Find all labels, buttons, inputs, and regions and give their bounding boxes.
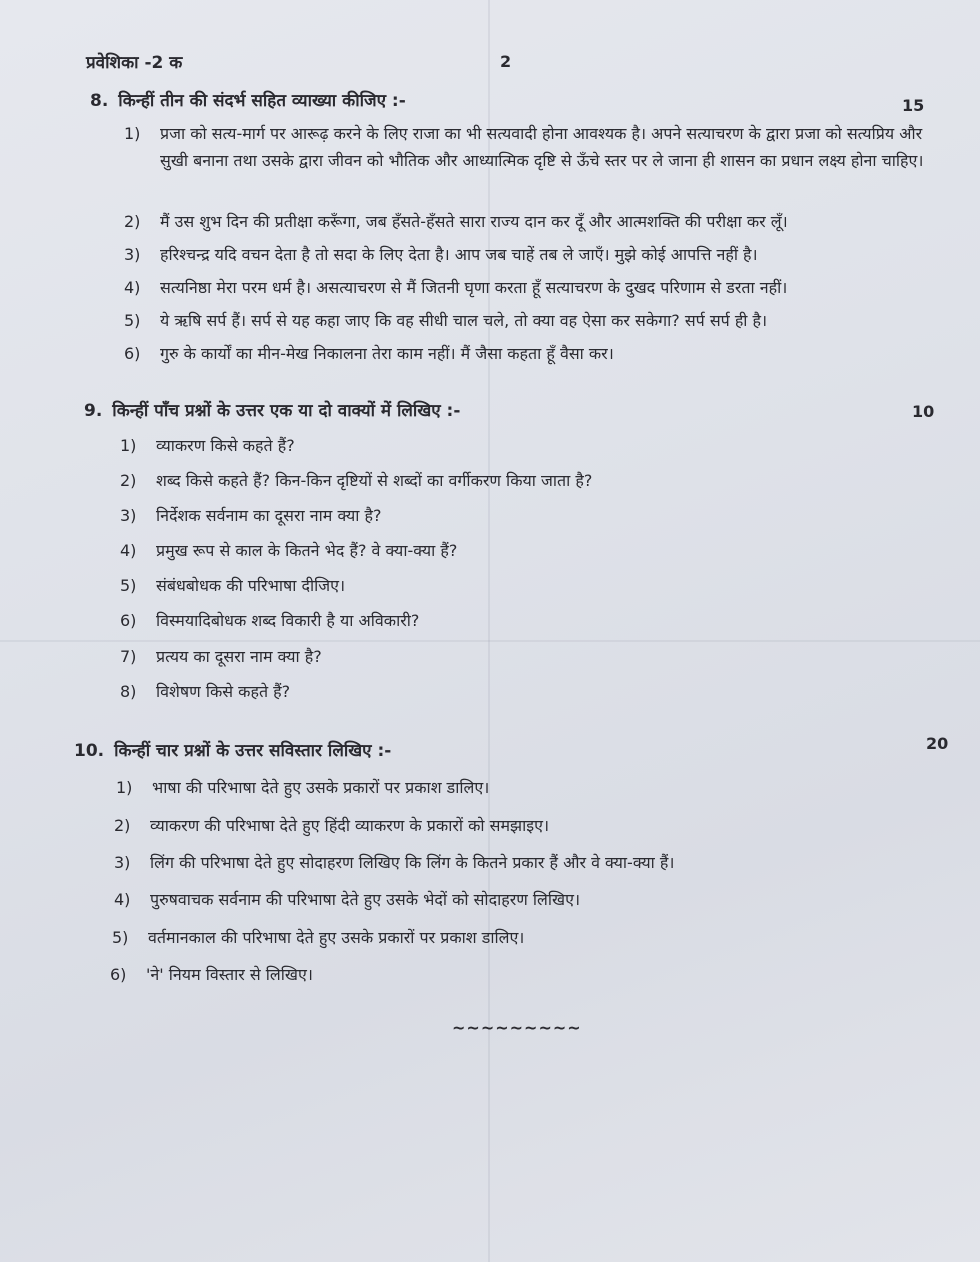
item-number: 2) bbox=[124, 212, 141, 231]
item-number: 5) bbox=[124, 311, 141, 330]
item-text: सत्यनिष्ठा मेरा परम धर्म है। असत्याचरण से मैं जितनी घृणा करता हूँ सत्याचरण के दुखद परिणाम से डरता नहीं। bbox=[160, 278, 788, 297]
item-number: 3) bbox=[114, 853, 131, 872]
item-number: 2) bbox=[114, 816, 131, 835]
item-text: शब्द किसे कहते हैं? किन-किन दृष्टियों से शब्दों का वर्गीकरण किया जाता है? bbox=[156, 471, 593, 490]
item-number: 7) bbox=[120, 647, 137, 666]
item-text: प्रमुख रूप से काल के कितने भेद हैं? वे क्या-क्या हैं? bbox=[156, 541, 458, 560]
item-number: 4) bbox=[114, 890, 131, 909]
item-number: 6) bbox=[120, 611, 137, 630]
item-text: हरिश्चन्द्र यदि वचन देता है तो सदा के लिए देता है। आप जब चाहें तब ले जाएँ। मुझे कोई आपत्ति नहीं है। bbox=[160, 245, 758, 264]
item-text: पुरुषवाचक सर्वनाम की परिभाषा देते हुए उसके भेदों को सोदाहरण लिखिए। bbox=[150, 890, 581, 909]
item-text: ये ऋषि सर्प हैं। सर्प से यह कहा जाए कि वह सीधी चाल चले, तो क्या वह ऐसा कर सकेगा? सर्प सर्प ही है। bbox=[160, 311, 768, 330]
item-text: मैं उस शुभ दिन की प्रतीक्षा करूँगा, जब हँसते-हँसते सारा राज्य दान कर दूँ और आत्मशक्ति की परीक्षा कर लूँ। bbox=[160, 212, 788, 231]
item-text: लिंग की परिभाषा देते हुए सोदाहरण लिखिए कि लिंग के कितने प्रकार हैं और वे क्या-क्या हैं। bbox=[150, 853, 675, 872]
question-10-heading bbox=[74, 738, 391, 761]
paper-fold-horizontal bbox=[0, 640, 980, 642]
question-text: किन्हीं तीन की संदर्भ सहित व्याख्या कीजिए :- bbox=[118, 91, 406, 111]
question-number: 9. bbox=[84, 401, 103, 421]
item-number: 8) bbox=[120, 682, 137, 701]
paper-fold-vertical bbox=[488, 0, 490, 1262]
question-text: किन्हीं चार प्रश्नों के उत्तर सविस्तार लिखिए :- bbox=[114, 741, 392, 761]
item-number: 1) bbox=[120, 436, 137, 455]
question-text: किन्हीं पाँच प्रश्नों के उत्तर एक या दो वाक्यों में लिखिए :- bbox=[112, 401, 461, 421]
item-text: विस्मयादिबोधक शब्द विकारी है या अविकारी? bbox=[156, 611, 420, 630]
question-9-heading bbox=[84, 398, 460, 421]
paper-code: प्रवेशिका -2 क bbox=[86, 53, 183, 73]
item-text: निर्देशक सर्वनाम का दूसरा नाम क्या है? bbox=[156, 506, 382, 525]
item-text: विशेषण किसे कहते हैं? bbox=[156, 682, 291, 701]
item-text: भाषा की परिभाषा देते हुए उसके प्रकारों पर प्रकाश डालिए। bbox=[152, 778, 490, 797]
question-number: 8. bbox=[90, 91, 109, 111]
item-number: 4) bbox=[124, 278, 141, 297]
item-number: 1) bbox=[124, 124, 141, 143]
item-text: गुरु के कार्यों का मीन-मेख निकालना तेरा काम नहीं। मैं जैसा कहता हूँ वैसा कर। bbox=[160, 344, 614, 363]
item-text: प्रत्यय का दूसरा नाम क्या है? bbox=[156, 647, 322, 666]
item-number: 6) bbox=[110, 965, 127, 984]
item-text: प्रजा को सत्य-मार्ग पर आरूढ़ करने के लिए राजा का भी सत्यवादी होना आवश्यक है। अपने सत्याचरण के द्वारा प्रजा को सत्यप्रिय और सुखी बनाना तथा उसके द्वारा जीवन को भौतिक और आध्यात्मिक दृष्टि से ऊँचे स्तर पर ले जाना ही शासन का प्रधान लक्ष्य होना चाहिए। bbox=[160, 124, 924, 170]
item-text: व्याकरण की परिभाषा देते हुए हिंदी व्याकरण के प्रकारों को समझाइए। bbox=[150, 816, 550, 835]
end-separator: ~~~~~~~~~ bbox=[452, 1018, 582, 1037]
item-number: 5) bbox=[120, 576, 137, 595]
item-number: 4) bbox=[120, 541, 137, 560]
page-number: 2 bbox=[500, 52, 512, 71]
item-number: 5) bbox=[112, 928, 129, 947]
item-text: वर्तमानकाल की परिभाषा देते हुए उसके प्रकारों पर प्रकाश डालिए। bbox=[148, 928, 525, 947]
item-number: 1) bbox=[116, 778, 133, 797]
item-number: 3) bbox=[120, 506, 137, 525]
item-number: 6) bbox=[124, 344, 141, 363]
question-8-marks: 15 bbox=[902, 96, 925, 115]
question-9-marks: 10 bbox=[912, 402, 935, 421]
item-number: 2) bbox=[120, 471, 137, 490]
question-8-heading bbox=[90, 88, 406, 111]
item-number: 3) bbox=[124, 245, 141, 264]
item-text: 'ने' नियम विस्तार से लिखिए। bbox=[146, 965, 313, 984]
item-text: व्याकरण किसे कहते हैं? bbox=[156, 436, 295, 455]
question-number: 10. bbox=[74, 741, 105, 761]
question-10-marks: 20 bbox=[926, 734, 949, 753]
item-text: संबंधबोधक की परिभाषा दीजिए। bbox=[156, 576, 346, 595]
